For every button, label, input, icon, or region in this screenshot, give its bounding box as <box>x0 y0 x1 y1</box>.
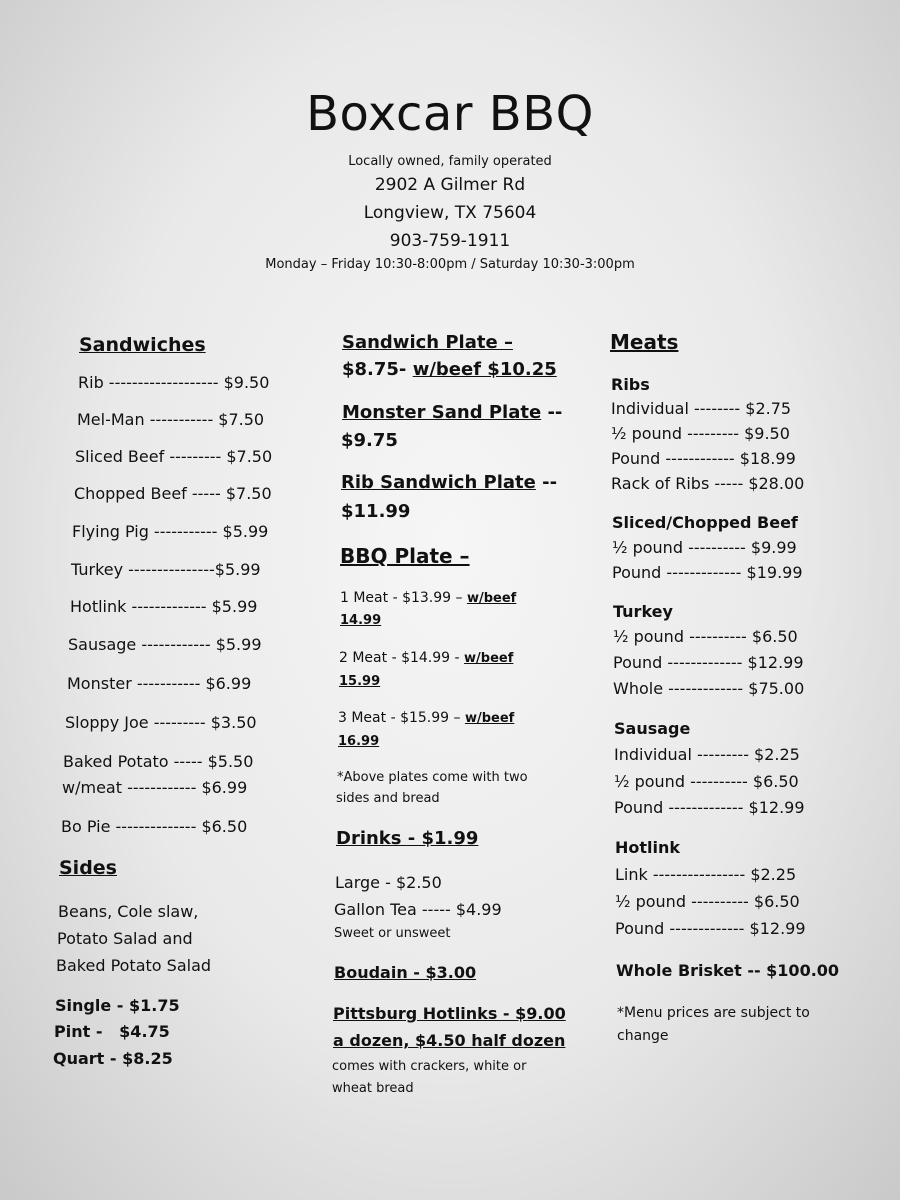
sandwich-plate-base-price: $8.75- <box>342 359 407 380</box>
tagline: Locally owned, family operated <box>348 154 552 169</box>
sides-list-line: Baked Potato Salad <box>56 956 212 975</box>
sandwich-plate-heading: Sandwich Plate – <box>342 332 513 353</box>
rib-plate-dash: -- <box>535 472 558 493</box>
drinks-gallon-tea: Gallon Tea ----- $4.99 <box>334 900 502 919</box>
sandwich-item: Sausage ------------ $5.99 <box>68 635 262 654</box>
monster-plate-label: Monster Sand Plate <box>342 402 542 423</box>
boudain-price: Boudain - $3.00 <box>334 963 477 982</box>
sides-heading: Sides <box>59 857 117 879</box>
ribs-item: Rack of Ribs ----- $28.00 <box>611 474 805 493</box>
sandwich-plate-price <box>342 359 557 380</box>
sandwiches-heading: Sandwiches <box>79 334 206 356</box>
hotlink-item: Pound ------------- $12.99 <box>615 919 806 938</box>
sides-quart-price: Quart - $8.25 <box>53 1049 173 1068</box>
restaurant-name: Boxcar BBQ <box>306 86 594 142</box>
bbq-2-meat-price: 2 Meat - $14.99 - <box>339 650 460 666</box>
bbq-1-meat-price: 1 Meat - $13.99 – <box>340 590 463 606</box>
drinks-heading: Drinks - $1.99 <box>336 828 479 849</box>
sandwich-item: Turkey ---------------$5.99 <box>71 560 261 579</box>
bbq-3-meat-beef-price: 16.99 <box>338 734 380 749</box>
beef-item: ½ pound ---------- $9.99 <box>612 538 797 557</box>
bbq-2-meat <box>339 650 513 666</box>
phone-number: 903-759-1911 <box>389 231 511 251</box>
sandwich-plate-beef-price: w/beef $10.25 <box>412 359 557 380</box>
sandwich-item: Monster ----------- $6.99 <box>67 674 252 693</box>
sandwich-item: w/meat ------------ $6.99 <box>62 778 248 797</box>
bbq-3-meat-price: 3 Meat - $15.99 – <box>338 710 461 726</box>
sandwich-item: Baked Potato ----- $5.50 <box>63 752 254 771</box>
prices-note-line-2: change <box>617 1028 669 1044</box>
turkey-item: Whole ------------- $75.00 <box>613 679 805 698</box>
sausage-item: Pound ------------- $12.99 <box>614 798 805 817</box>
rib-plate-heading <box>341 472 557 493</box>
bbq-3-meat-beef-label: w/beef <box>464 711 515 726</box>
turkey-item: ½ pound ---------- $6.50 <box>613 627 798 646</box>
beef-title: Sliced/Chopped Beef <box>612 513 798 532</box>
sandwich-item: Hotlink ------------- $5.99 <box>70 597 258 616</box>
bbq-1-meat-beef-label: w/beef <box>466 591 517 606</box>
bbq-3-meat <box>338 710 514 726</box>
sausage-item: Individual --------- $2.25 <box>614 745 800 764</box>
hotlinks-heading-2: a dozen, $4.50 half dozen <box>333 1031 566 1050</box>
whole-brisket-price: Whole Brisket -- $100.00 <box>616 961 840 980</box>
plates-note-line-1: *Above plates come with two <box>337 770 528 785</box>
drinks-sweet-note: Sweet or unsweet <box>334 926 451 941</box>
sandwich-item: Flying Pig ----------- $5.99 <box>72 522 269 541</box>
monster-plate-price: $9.75 <box>341 430 398 451</box>
address-line-1: 2902 A Gilmer Rd <box>374 175 526 195</box>
sandwich-item: Sliced Beef --------- $7.50 <box>75 447 273 466</box>
sausage-title: Sausage <box>614 719 691 738</box>
sausage-item: ½ pound ---------- $6.50 <box>614 772 799 791</box>
bbq-1-meat <box>340 590 516 606</box>
beef-item: Pound ------------- $19.99 <box>612 563 803 582</box>
sandwich-item: Rib ------------------- $9.50 <box>78 373 270 392</box>
hotlink-item: ½ pound ---------- $6.50 <box>615 892 800 911</box>
sides-single-price: Single - $1.75 <box>55 996 180 1015</box>
sandwich-item: Chopped Beef ----- $7.50 <box>74 484 272 503</box>
sides-pint-price: Pint - $4.75 <box>54 1022 170 1041</box>
hotlinks-heading-1: Pittsburg Hotlinks - $9.00 <box>333 1004 566 1023</box>
ribs-item: Pound ------------ $18.99 <box>611 449 796 468</box>
sides-list-line: Potato Salad and <box>57 929 193 948</box>
bbq-2-meat-beef-label: w/beef <box>464 651 514 666</box>
prices-note-line-1: *Menu prices are subject to <box>617 1005 810 1021</box>
address-line-2: Longview, TX 75604 <box>363 203 537 223</box>
sandwich-item: Sloppy Joe --------- $3.50 <box>65 713 257 732</box>
rib-plate-label: Rib Sandwich Plate <box>341 472 536 493</box>
hotlink-title: Hotlink <box>615 838 681 857</box>
ribs-item: Individual -------- $2.75 <box>611 399 792 418</box>
bbq-1-meat-beef-price: 14.99 <box>340 613 382 628</box>
hotlinks-note-2: wheat bread <box>332 1081 414 1096</box>
sides-list-line: Beans, Cole slaw, <box>58 902 199 921</box>
sandwich-item: Bo Pie -------------- $6.50 <box>61 817 248 836</box>
plates-note-line-2: sides and bread <box>336 791 440 806</box>
bbq-2-meat-beef-price: 15.99 <box>339 674 381 689</box>
meats-heading: Meats <box>610 330 679 354</box>
rib-plate-price: $11.99 <box>341 501 411 522</box>
monster-plate-dash: -- <box>541 402 563 423</box>
hotlink-item: Link ---------------- $2.25 <box>615 865 797 884</box>
ribs-item: ½ pound --------- $9.50 <box>611 424 790 443</box>
drinks-large: Large - $2.50 <box>335 873 442 892</box>
bbq-plate-heading: BBQ Plate – <box>340 544 470 568</box>
turkey-title: Turkey <box>613 602 673 621</box>
monster-plate-heading <box>342 402 562 423</box>
hotlinks-note-1: comes with crackers, white or <box>332 1059 527 1074</box>
sandwich-item: Mel-Man ----------- $7.50 <box>77 410 265 429</box>
ribs-title: Ribs <box>611 375 650 394</box>
turkey-item: Pound ------------- $12.99 <box>613 653 804 672</box>
business-hours: Monday – Friday 10:30-8:00pm / Saturday 10:30-3:00pm <box>265 257 635 272</box>
